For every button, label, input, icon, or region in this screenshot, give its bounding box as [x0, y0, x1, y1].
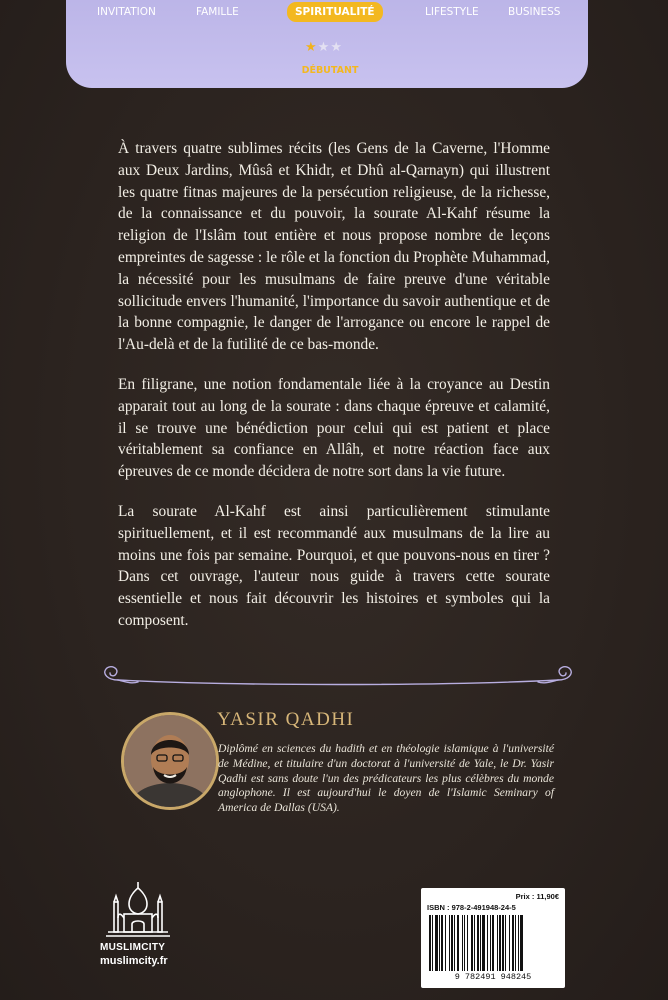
- paragraph: À travers quatre sublimes récits (les Gens de la Caverne, l'Homme aux Deux Jardins, Mûsâ et Khidr, et Dhû al-Qarnayn) qui illustrent les quatre fitnas majeures de la persécution religieuse, de la richesse, de la connaissance et du pouvoir, la sourate Al-Kahf résume la religion de l'Islâm tout entière et nous propose nombre de leçons empreintes de sagesse : le rôle et la fonction du Prophète Muhammad, la nécessité pour les musulmans de faire preuve d'une véritable sollicitude envers l'humanité, l'importance du savoir authentique et de la bonne compagnie, le danger de l'arrogance ou encore le rappel de l'Au-delà et de la futilité de ce bas-monde.: [118, 140, 550, 354]
- star-filled-icon: ★: [305, 40, 318, 55]
- publisher-name: MUSLIMCITY: [100, 942, 166, 953]
- tab-business[interactable]: BUSINESS: [508, 6, 561, 18]
- barcode-bar: [439, 915, 440, 971]
- barcode-bar: [435, 915, 438, 971]
- difficulty-rating: [305, 40, 343, 55]
- barcode-bar: [457, 915, 459, 971]
- barcode-bar: [477, 915, 479, 971]
- barcode-bar: [454, 915, 455, 971]
- isbn: ISBN : 978-2-491948-24-5: [427, 903, 516, 912]
- barcode-label: [421, 888, 565, 988]
- paragraph: En filigrane, une notion fondamentale liée à la croyance au Destin apparait tout au long de la sourate : dans chaque épreuve et calamité, il se trouve une bénédiction pour celui qui est patient et place véritablement sa confiance en Allâh, et notre réaction face aux épreuves de ce monde décidera de notre sort dans la vie future.: [118, 375, 550, 481]
- barcode-digits: 9 782491 948245: [454, 972, 532, 982]
- price: Prix : 11,90€: [515, 892, 559, 901]
- barcode-bar: [462, 915, 463, 971]
- tab-invitation[interactable]: INVITATION: [97, 6, 156, 18]
- barcode-bar: [451, 915, 453, 971]
- barcode-bar: [515, 915, 516, 971]
- star-empty-icon: ★: [317, 40, 331, 55]
- barcode-bar: [449, 915, 450, 971]
- paragraph: La sourate Al-Kahf est ainsi particulièrement stimulante spirituellement, et il est recommandé aux musulmans de la lire au moins une fois par semaine. Pourquoi, et que pouvons-nous en tirer ? Dans cet ouvrage, l'auteur nous guide à travers cette sourate essentielle et nous fait découvrir les histoires et symboles qui la composent.: [118, 502, 550, 629]
- barcode-bar: [445, 915, 446, 971]
- barcode-bar: [482, 915, 485, 971]
- star-empty-icon: ★: [330, 40, 343, 55]
- barcode-bar: [490, 915, 491, 971]
- barcode-bar: [497, 915, 498, 971]
- author-portrait-icon: [124, 715, 216, 807]
- barcode-bar: [499, 915, 501, 971]
- tab-lifestyle[interactable]: LIFESTYLE: [425, 6, 479, 18]
- barcode-bar: [492, 915, 494, 971]
- difficulty-level: DÉBUTANT: [301, 65, 359, 76]
- author-bio: Diplômé en sciences du hadith et en théologie islamique à l'université de Médine, et titulaire d'un doctorat à l'université de Yale, le Dr. Yasir Qadhi est sans doute l'un des prédicateurs les plus célèbres du monde anglophone. Il est aujourd'hui le doyen de l'Islamic Seminary of America de Dallas (USA).: [218, 742, 554, 815]
- barcode-bar: [432, 915, 433, 971]
- barcode-bar: [487, 915, 488, 971]
- barcode-bar: [429, 915, 431, 971]
- barcode-bar: [505, 915, 506, 971]
- barcode-bar: [509, 915, 510, 971]
- barcode-bars-icon: [427, 915, 559, 973]
- barcode-bar: [441, 915, 443, 971]
- publisher-url[interactable]: muslimcity.fr: [100, 955, 168, 967]
- barcode-bar: [502, 915, 504, 971]
- barcode-bar: [480, 915, 481, 971]
- ornament-divider: [88, 664, 588, 694]
- tab-famille[interactable]: FAMILLE: [196, 6, 239, 18]
- barcode-bar: [467, 915, 468, 971]
- barcode-bar: [512, 915, 514, 971]
- publisher-mosque-logo-icon: [104, 882, 172, 940]
- author-name: YASIR QADHI: [217, 709, 355, 730]
- barcode-bar: [518, 915, 519, 971]
- barcode-bar: [471, 915, 473, 971]
- author-photo: [121, 712, 219, 810]
- barcode-bar: [464, 915, 465, 971]
- barcode-bar: [520, 915, 523, 971]
- barcode-bar: [474, 915, 475, 971]
- tab-spiritualite[interactable]: SPIRITUALITÉ: [287, 2, 383, 22]
- category-tabs: [0, 0, 668, 28]
- back-cover-text: [118, 138, 550, 650]
